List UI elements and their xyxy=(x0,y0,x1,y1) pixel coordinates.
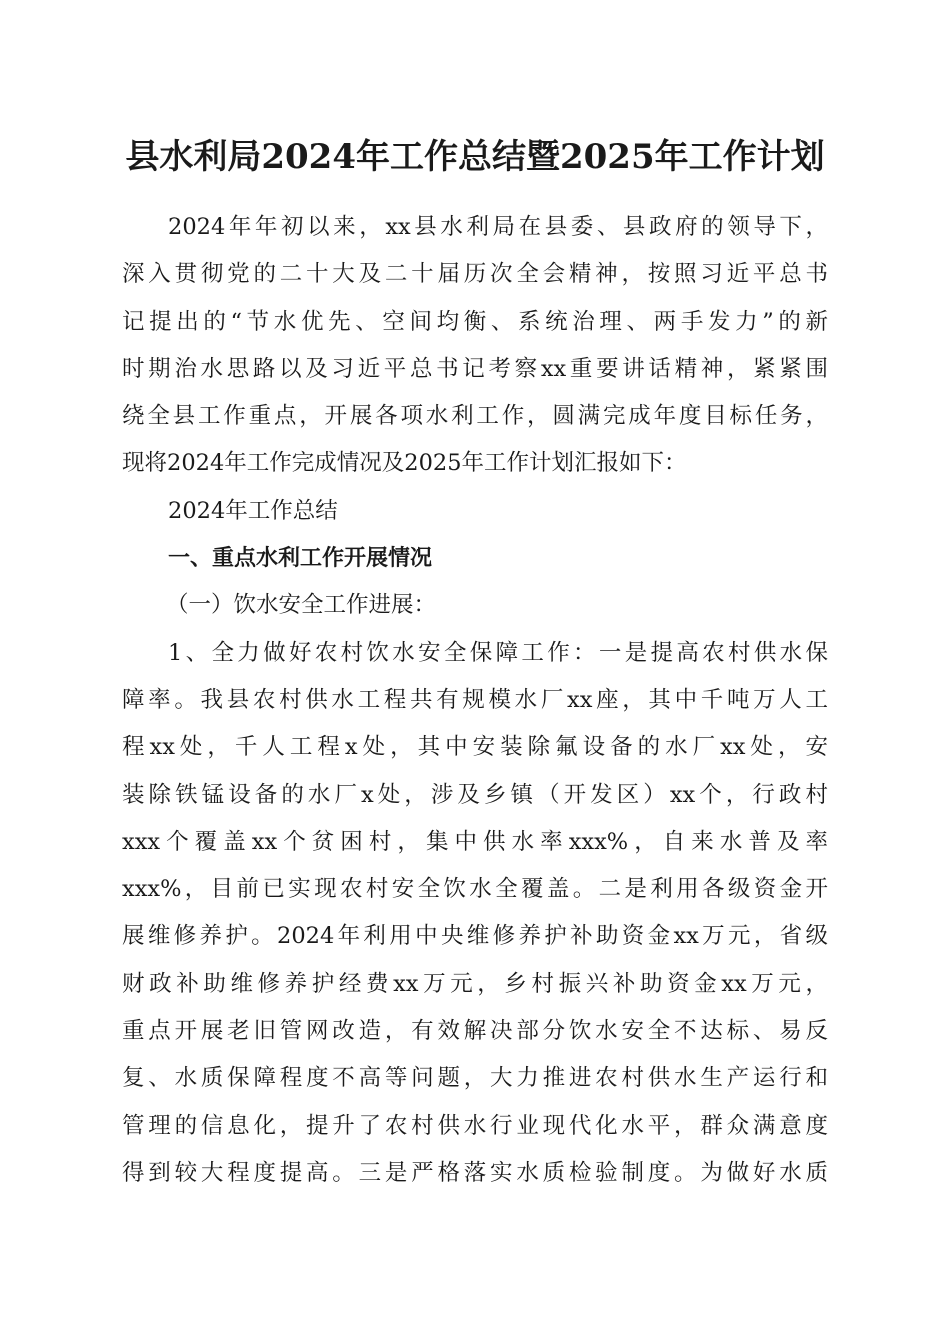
paragraph-line: 绕全县工作重点，开展各项水利工作，圆满完成年度目标任务， xyxy=(122,403,828,430)
paragraph-line: 财政补助维修养护经费xx万元，乡村振兴补助资金xx万元， xyxy=(122,970,828,997)
section-heading: 一、重点水利工作开展情况 xyxy=(168,546,433,572)
paragraph-line: 装除铁锰设备的水厂x处，涉及乡镇（开发区）xx个，行政村 xyxy=(122,781,828,808)
paragraph-line: 时期治水思路以及习近平总书记考察xx重要讲话精神，紧紧围 xyxy=(122,355,828,382)
paragraph-line: 1、全力做好农村饮水安全保障工作：一是提高农村供水保 xyxy=(168,639,828,666)
paragraph-line: 深入贯彻党的二十大及二十届历次全会精神，按照习近平总书 xyxy=(122,261,828,288)
paragraph-line: 记提出的“节水优先、空间均衡、系统治理、两手发力”的新 xyxy=(122,308,828,335)
paragraph-line: 展维修养护。2024年利用中央维修养护补助资金xx万元，省级 xyxy=(122,923,828,950)
paragraph-line: xxx个覆盖xx个贫困村，集中供水率xxx%，自来水普及率 xyxy=(122,828,828,855)
paragraph-line: 程xx处，千人工程x处，其中安装除氟设备的水厂xx处，安 xyxy=(122,734,828,761)
paragraph-line: 管理的信息化，提升了农村供水行业现代化水平，群众满意度 xyxy=(122,1112,828,1139)
paragraph-line: 障率。我县农村供水工程共有规模水厂xx座，其中千吨万人工 xyxy=(122,686,828,713)
subsection-heading: （一）饮水安全工作进展： xyxy=(166,592,437,619)
paragraph-line: xxx%，目前已实现农村安全饮水全覆盖。二是利用各级资金开 xyxy=(122,876,828,903)
paragraph-line: 得到较大程度提高。三是严格落实水质检验制度。为做好水质 xyxy=(122,1159,828,1186)
section-label: 2024年工作总结 xyxy=(168,497,338,524)
paragraph-line: 复、水质保障程度不高等问题，大力推进农村供水生产运行和 xyxy=(122,1065,828,1092)
document-title: 县水利局2024年工作总结暨2025年工作计划 xyxy=(125,137,825,177)
paragraph-line: 重点开展老旧管网改造，有效解决部分饮水安全不达标、易反 xyxy=(122,1018,828,1045)
paragraph-line: 2024年年初以来，xx县水利局在县委、县政府的领导下， xyxy=(168,214,828,240)
document-body xyxy=(122,204,828,1197)
paragraph-line: 现将2024年工作完成情况及2025年工作计划汇报如下： xyxy=(122,450,687,477)
